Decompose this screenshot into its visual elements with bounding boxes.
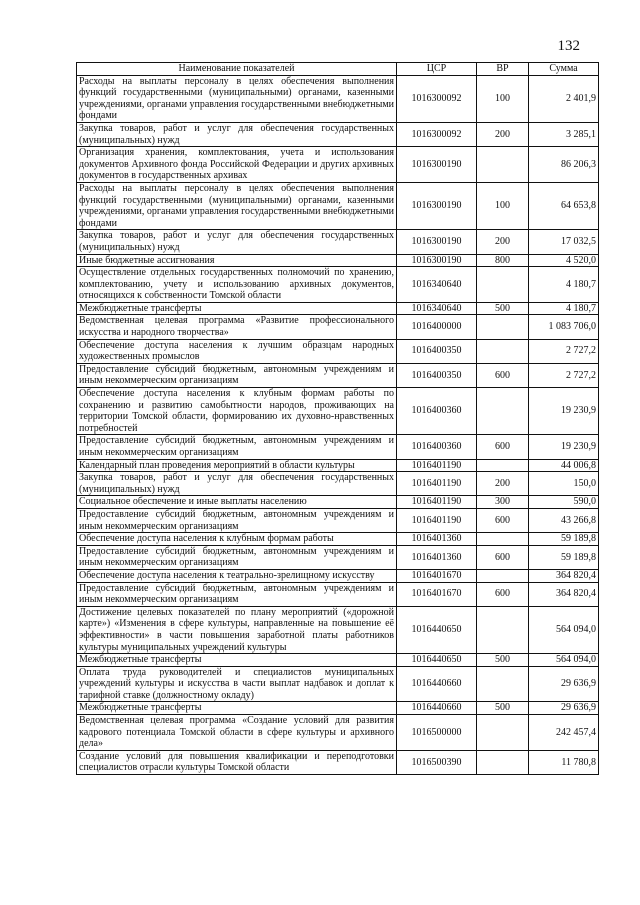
row-sum-cell: 11 780,8	[529, 750, 599, 774]
row-name-cell: Создание условий для повышения квалификации и переподготовки специалистов отрасли культуры Томской области	[77, 750, 397, 774]
row-vr-cell	[477, 606, 529, 653]
row-name-cell: Ведомственная целевая программа «Создание условий для развития кадрового потенциала Томской области в сфере культуры и архивного дела»	[77, 715, 397, 751]
row-name-cell: Обеспечение доступа населения к театрально-зрелищному искусству	[77, 569, 397, 582]
row-sum-cell: 564 094,0	[529, 606, 599, 653]
row-name-cell: Расходы на выплаты персоналу в целях обеспечения выполнения функций государственными (муниципальными) органами, казенными учреждениями, органами управления государственными внебюджетными фондами	[77, 75, 397, 122]
table-row	[77, 582, 599, 606]
row-vr-cell: 600	[477, 582, 529, 606]
row-csr-cell: 1016300190	[397, 254, 477, 267]
row-sum-cell: 86 206,3	[529, 147, 599, 183]
row-name-cell: Обеспечение доступа населения к клубным формам работы	[77, 533, 397, 546]
row-name-cell: Социальное обеспечение и иные выплаты населению	[77, 496, 397, 509]
row-csr-cell: 1016440650	[397, 606, 477, 653]
row-name-cell: Предоставление субсидий бюджетным, автономным учреждениям и иным некоммерческим организациям	[77, 435, 397, 459]
table-row	[77, 339, 599, 363]
row-name-cell: Достижение целевых показателей по плану мероприятий («дорожной карте») «Изменения в сфере культуры, направленные на повышение её эффективности» в части повышения заработной платы работников культуры муниципальных учреждений культуры	[77, 606, 397, 653]
row-csr-cell: 1016401190	[397, 459, 477, 472]
column-header-sum: Сумма	[529, 63, 599, 76]
row-csr-cell: 1016440660	[397, 702, 477, 715]
row-vr-cell: 100	[477, 75, 529, 122]
row-sum-cell: 564 094,0	[529, 654, 599, 667]
table-row	[77, 472, 599, 496]
row-sum-cell: 242 457,4	[529, 715, 599, 751]
row-vr-cell: 100	[477, 182, 529, 229]
row-vr-cell	[477, 569, 529, 582]
row-vr-cell	[477, 459, 529, 472]
row-vr-cell: 200	[477, 122, 529, 146]
row-name-cell: Обеспечение доступа населения к лучшим образцам народных художественных промыслов	[77, 339, 397, 363]
table-row	[77, 254, 599, 267]
row-sum-cell: 17 032,5	[529, 230, 599, 254]
table-row	[77, 666, 599, 702]
table-row	[77, 702, 599, 715]
row-vr-cell: 500	[477, 702, 529, 715]
budget-table	[76, 62, 599, 775]
table-row	[77, 302, 599, 315]
table-row	[77, 435, 599, 459]
row-csr-cell: 1016400350	[397, 363, 477, 387]
row-vr-cell	[477, 715, 529, 751]
row-vr-cell	[477, 315, 529, 339]
row-csr-cell: 1016300190	[397, 230, 477, 254]
row-vr-cell: 500	[477, 654, 529, 667]
row-name-cell: Закупка товаров, работ и услуг для обеспечения государственных (муниципальных) нужд	[77, 472, 397, 496]
row-vr-cell	[477, 267, 529, 303]
row-sum-cell: 59 189,8	[529, 545, 599, 569]
row-vr-cell	[477, 666, 529, 702]
row-csr-cell: 1016340640	[397, 267, 477, 303]
row-name-cell: Закупка товаров, работ и услуг для обеспечения государственных (муниципальных) нужд	[77, 122, 397, 146]
table-row	[77, 388, 599, 435]
row-csr-cell: 1016300092	[397, 75, 477, 122]
row-name-cell: Предоставление субсидий бюджетным, автономным учреждениям и иным некоммерческим организациям	[77, 363, 397, 387]
table-row	[77, 569, 599, 582]
table-row	[77, 750, 599, 774]
row-vr-cell: 600	[477, 363, 529, 387]
row-vr-cell: 600	[477, 508, 529, 532]
row-name-cell: Предоставление субсидий бюджетным, автономным учреждениям и иным некоммерческим организациям	[77, 545, 397, 569]
row-name-cell: Осуществление отдельных государственных полномочий по хранению, комплектованию, учету и использованию архивных документов, относящихся к собственности Томской области	[77, 267, 397, 303]
row-sum-cell: 59 189,8	[529, 533, 599, 546]
row-csr-cell: 1016401670	[397, 569, 477, 582]
row-sum-cell: 29 636,9	[529, 666, 599, 702]
table-row	[77, 230, 599, 254]
row-name-cell: Предоставление субсидий бюджетным, автономным учреждениям и иным некоммерческим организациям	[77, 582, 397, 606]
table-row	[77, 147, 599, 183]
row-csr-cell: 1016500000	[397, 715, 477, 751]
row-csr-cell: 1016401190	[397, 472, 477, 496]
row-vr-cell	[477, 533, 529, 546]
row-csr-cell: 1016401190	[397, 508, 477, 532]
row-vr-cell: 200	[477, 230, 529, 254]
row-csr-cell: 1016401360	[397, 533, 477, 546]
row-sum-cell: 19 230,9	[529, 435, 599, 459]
table-row	[77, 75, 599, 122]
row-csr-cell: 1016300092	[397, 122, 477, 146]
row-csr-cell: 1016400360	[397, 435, 477, 459]
row-csr-cell: 1016300190	[397, 147, 477, 183]
row-name-cell: Предоставление субсидий бюджетным, автономным учреждениям и иным некоммерческим организациям	[77, 508, 397, 532]
row-csr-cell: 1016340640	[397, 302, 477, 315]
page-number: 132	[557, 38, 580, 54]
row-vr-cell: 800	[477, 254, 529, 267]
column-header-csr: ЦСР	[397, 63, 477, 76]
row-csr-cell: 1016440650	[397, 654, 477, 667]
row-sum-cell: 4 180,7	[529, 302, 599, 315]
row-vr-cell	[477, 339, 529, 363]
table-row	[77, 496, 599, 509]
row-name-cell: Календарный план проведения мероприятий в области культуры	[77, 459, 397, 472]
row-csr-cell: 1016401190	[397, 496, 477, 509]
table-row	[77, 182, 599, 229]
row-sum-cell: 150,0	[529, 472, 599, 496]
table-row	[77, 122, 599, 146]
row-sum-cell: 590,0	[529, 496, 599, 509]
row-name-cell: Иные бюджетные ассигнования	[77, 254, 397, 267]
row-name-cell: Ведомственная целевая программа «Развитие профессионального искусства и народного творчества»	[77, 315, 397, 339]
row-vr-cell: 500	[477, 302, 529, 315]
row-name-cell: Закупка товаров, работ и услуг для обеспечения государственных (муниципальных) нужд	[77, 230, 397, 254]
row-name-cell: Организация хранения, комплектования, учета и использования документов Архивного фонда Российской Федерации и других архивных документов в государственных архивах	[77, 147, 397, 183]
row-csr-cell: 1016400360	[397, 388, 477, 435]
table-row	[77, 267, 599, 303]
row-csr-cell: 1016400350	[397, 339, 477, 363]
table-row	[77, 508, 599, 532]
row-sum-cell: 1 083 706,0	[529, 315, 599, 339]
row-sum-cell: 19 230,9	[529, 388, 599, 435]
row-csr-cell: 1016401360	[397, 545, 477, 569]
column-header-name: Наименование показателей	[77, 63, 397, 76]
row-vr-cell: 600	[477, 545, 529, 569]
row-vr-cell	[477, 147, 529, 183]
row-sum-cell: 29 636,9	[529, 702, 599, 715]
row-sum-cell: 4 520,0	[529, 254, 599, 267]
row-name-cell: Расходы на выплаты персоналу в целях обеспечения выполнения функций государственными (муниципальными) органами, казенными учреждениями, органами управления государственными внебюджетными фондами	[77, 182, 397, 229]
row-sum-cell: 3 285,1	[529, 122, 599, 146]
table-row	[77, 545, 599, 569]
row-csr-cell: 1016500390	[397, 750, 477, 774]
table-row	[77, 459, 599, 472]
row-name-cell: Обеспечение доступа населения к клубным формам работы по сохранению и развитию самобытности народов, проживающих на территории Томской области, формированию их духовно-нравственных потребностей	[77, 388, 397, 435]
table-row	[77, 315, 599, 339]
row-sum-cell: 364 820,4	[529, 582, 599, 606]
row-csr-cell: 1016440660	[397, 666, 477, 702]
column-header-vr: ВР	[477, 63, 529, 76]
row-vr-cell: 300	[477, 496, 529, 509]
row-sum-cell: 64 653,8	[529, 182, 599, 229]
row-sum-cell: 2 727,2	[529, 339, 599, 363]
row-sum-cell: 43 266,8	[529, 508, 599, 532]
row-name-cell: Межбюджетные трансферты	[77, 302, 397, 315]
row-vr-cell	[477, 388, 529, 435]
table-row	[77, 533, 599, 546]
row-csr-cell: 1016300190	[397, 182, 477, 229]
row-sum-cell: 44 006,8	[529, 459, 599, 472]
row-sum-cell: 2 401,9	[529, 75, 599, 122]
row-name-cell: Межбюджетные трансферты	[77, 654, 397, 667]
table-row	[77, 654, 599, 667]
table-row	[77, 715, 599, 751]
row-sum-cell: 4 180,7	[529, 267, 599, 303]
table-row	[77, 363, 599, 387]
row-vr-cell	[477, 750, 529, 774]
row-sum-cell: 364 820,4	[529, 569, 599, 582]
table-row	[77, 606, 599, 653]
row-csr-cell: 1016401670	[397, 582, 477, 606]
row-name-cell: Межбюджетные трансферты	[77, 702, 397, 715]
row-vr-cell: 600	[477, 435, 529, 459]
row-vr-cell: 200	[477, 472, 529, 496]
table-header-row	[77, 63, 599, 76]
row-csr-cell: 1016400000	[397, 315, 477, 339]
row-sum-cell: 2 727,2	[529, 363, 599, 387]
row-name-cell: Оплата труда руководителей и специалистов муниципальных учреждений культуры и искусства в части выплат надбавок и доплат к тарифной ставке (должностному окладу)	[77, 666, 397, 702]
